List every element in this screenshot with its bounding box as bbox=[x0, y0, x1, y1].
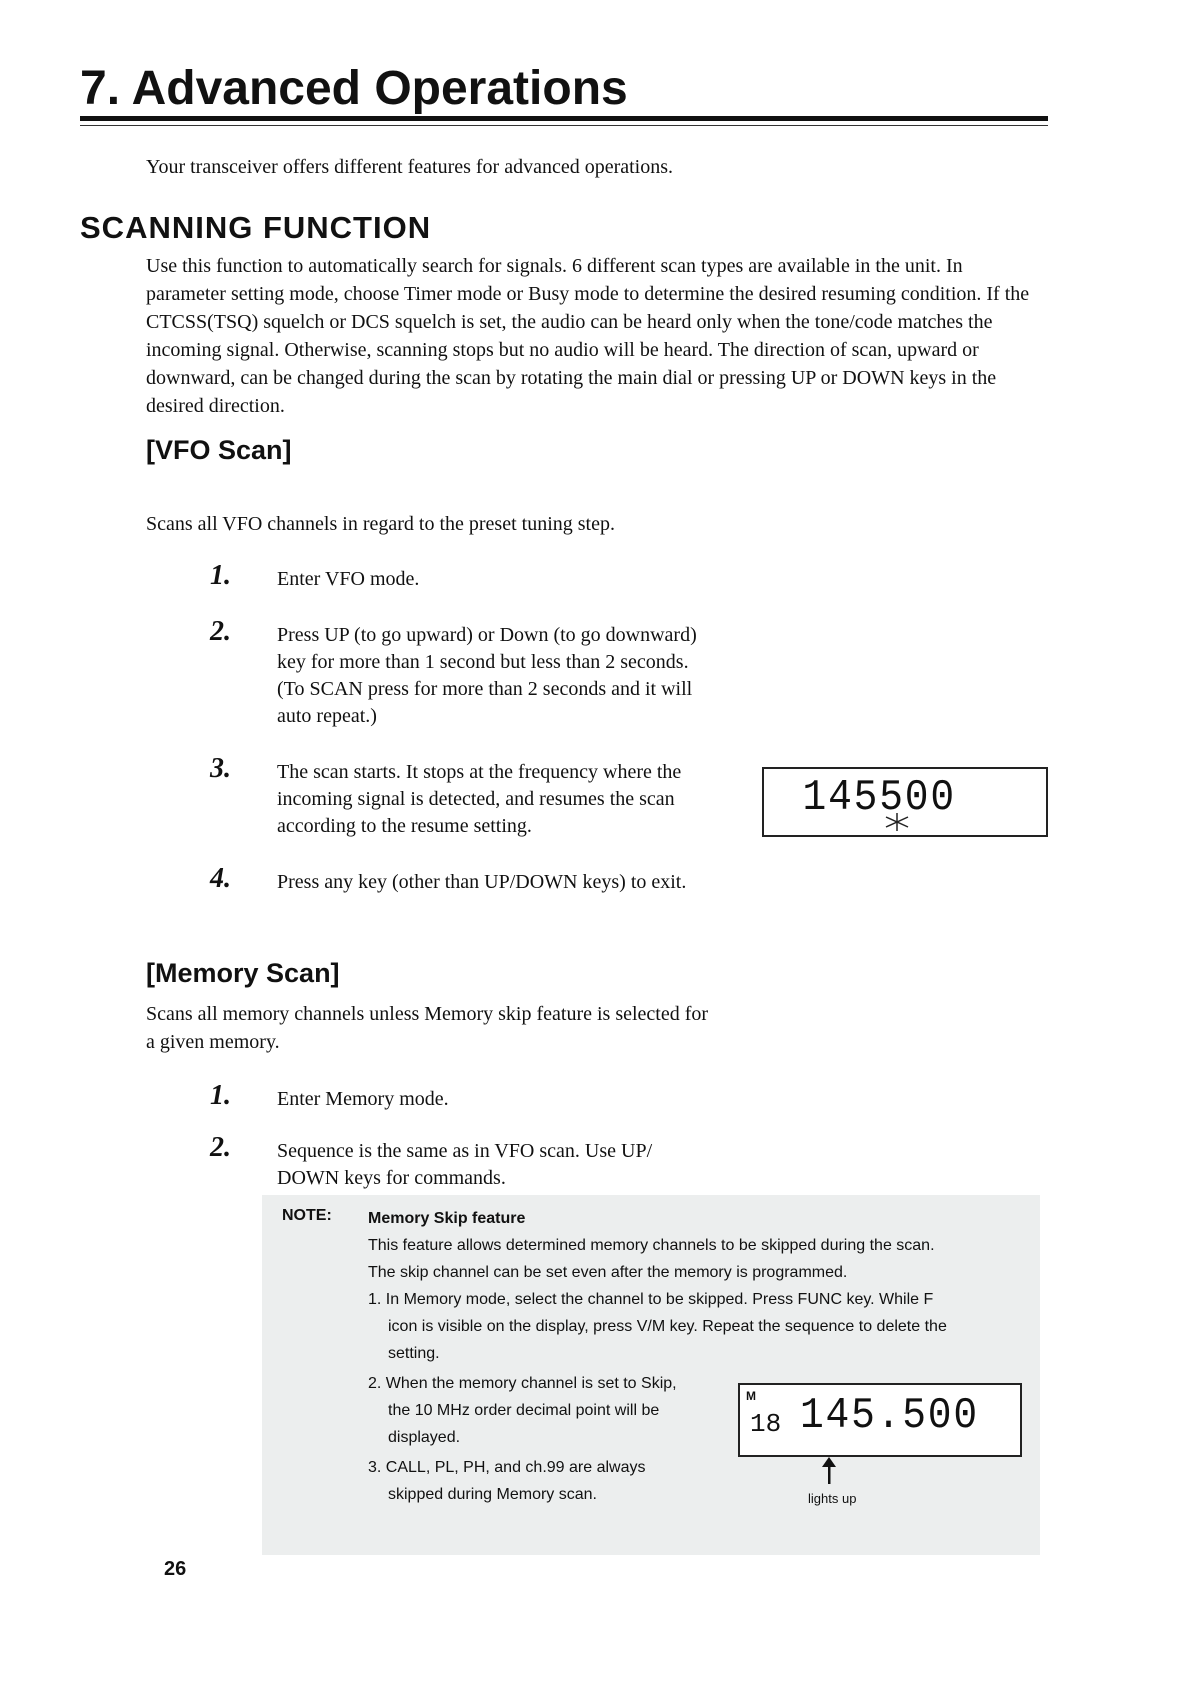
memory-scan-description: Scans all memory channels unless Memory skip feature is selected for a given memory. bbox=[146, 1003, 709, 1053]
chapter-title: 7. Advanced Operations bbox=[80, 62, 628, 115]
note-box bbox=[262, 1195, 1040, 1555]
vfo-step-text: Press UP (to go upward) or Down (to go downward) key for more than 1 second but less than 2 seconds. (To SCAN press for more than 2 seconds and it will auto repeat.) bbox=[277, 624, 697, 727]
memory-step-text: Enter Memory mode. bbox=[277, 1088, 449, 1110]
page-number: 26 bbox=[164, 1558, 187, 1580]
note-line: 3. CALL, PL, PH, and ch.99 are always bbox=[368, 1459, 646, 1476]
note-line: 2. When the memory channel is set to Skip, bbox=[368, 1375, 677, 1392]
vfo-step-text: Enter VFO mode. bbox=[277, 568, 420, 590]
note-line: displayed. bbox=[388, 1429, 461, 1446]
note-line: This feature allows determined memory channels to be skipped during the scan. bbox=[368, 1237, 935, 1254]
note-line: 1. In Memory mode, select the channel to be skipped. Press FUNC key. While F bbox=[368, 1291, 934, 1308]
title-rule-thin bbox=[80, 125, 1048, 126]
vfo-step-number: 1. bbox=[210, 560, 231, 591]
title-rule-thick bbox=[80, 116, 1048, 121]
memory-step-number: 1. bbox=[210, 1080, 231, 1111]
note-line: setting. bbox=[388, 1345, 440, 1362]
vfo-step-text: The scan starts. It stops at the frequency where the incoming signal is detected, and resumes the scan according to the resume setting. bbox=[277, 761, 682, 837]
note-label: NOTE: bbox=[282, 1207, 332, 1224]
lcd-frequency: 145500 bbox=[802, 773, 956, 823]
lcd-frequency: 145.500 bbox=[799, 1391, 979, 1441]
arrow-up-icon bbox=[822, 1457, 836, 1485]
section-heading: SCANNING FUNCTION bbox=[80, 210, 432, 245]
vfo-step-number: 2. bbox=[210, 616, 231, 647]
scanning-description: Use this function to automatically search for signals. 6 different scan types are available in the unit. In parameter setting mode, choose Timer mode or Busy mode to determine the desired resuming condition. If the CTCSS(TSQ) squelch or DCS squelch is set, the audio can be heard only when the tone/code matches the incoming signal. Otherwise, scanning stops but no audio will be heard. The direction of scan, upward or downward, can be changed during the scan by rotating the main dial or pressing UP or DOWN keys in the desired direction. bbox=[146, 255, 1030, 417]
vfo-step-text: Press any key (other than UP/DOWN keys) to exit. bbox=[277, 871, 687, 893]
vfo-scan-description: Scans all VFO channels in regard to the preset tuning step. bbox=[146, 513, 615, 535]
memory-indicator: M bbox=[746, 1389, 756, 1403]
vfo-lcd-display bbox=[762, 767, 1048, 837]
vfo-scan-heading: [VFO Scan] bbox=[146, 435, 292, 465]
scan-blink-icon bbox=[882, 811, 912, 833]
memory-step-number: 2. bbox=[210, 1132, 231, 1163]
memory-lcd-display bbox=[738, 1383, 1022, 1457]
memory-scan-heading: [Memory Scan] bbox=[146, 958, 340, 988]
memory-channel-number: 18 bbox=[750, 1409, 782, 1439]
vfo-step-number: 4. bbox=[210, 863, 231, 894]
vfo-step-number: 3. bbox=[210, 753, 231, 784]
lights-up-caption: lights up bbox=[808, 1491, 857, 1506]
note-line: skipped during Memory scan. bbox=[388, 1486, 597, 1503]
note-line: icon is visible on the display, press V/M key. Repeat the sequence to delete the bbox=[388, 1318, 947, 1335]
note-line: The skip channel can be set even after the memory is programmed. bbox=[368, 1264, 848, 1281]
memory-step-text: Sequence is the same as in VFO scan. Use UP/ DOWN keys for commands. bbox=[277, 1140, 653, 1189]
note-title: Memory Skip feature bbox=[368, 1210, 526, 1227]
note-line: the 10 MHz order decimal point will be bbox=[388, 1402, 660, 1419]
intro-text: Your transceiver offers different features for advanced operations. bbox=[146, 156, 674, 178]
